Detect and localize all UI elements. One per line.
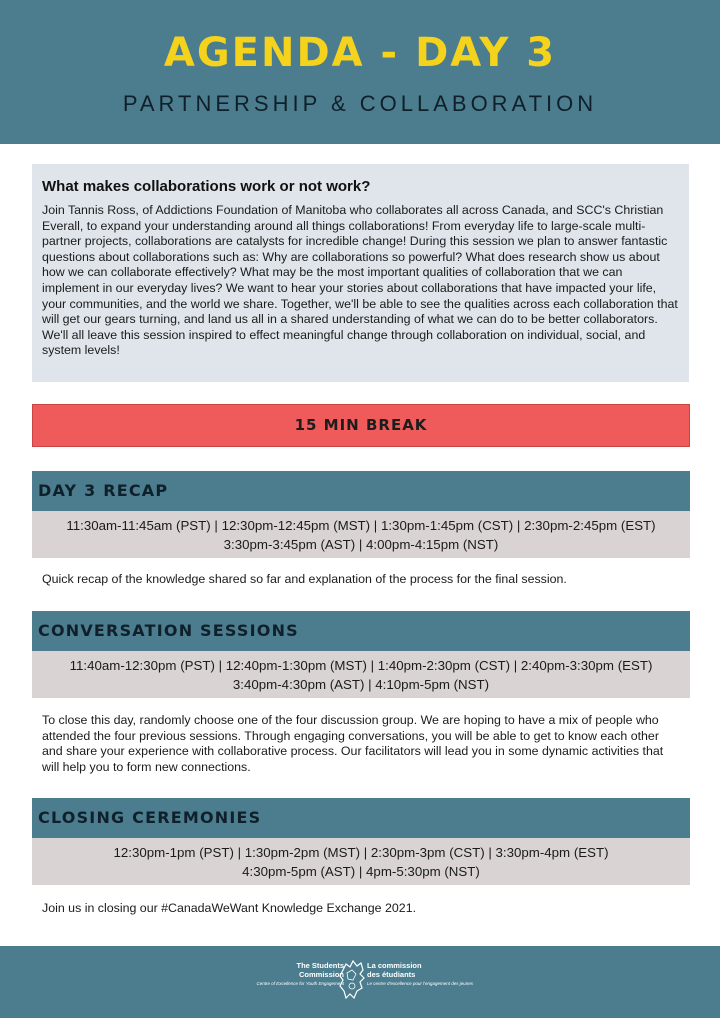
time-line: 4:30pm-5pm (AST) | 4pm-5:30pm (NST) [242,864,480,879]
section-description-closing: Join us in closing our #CanadaWeWant Knowledge Exchange 2021. [42,901,417,915]
section-times-closing [32,838,690,885]
section-times-recap [32,511,690,558]
intro-body: Join Tannis Ross, of Addictions Foundation of Manitoba who collaborates all across Canada, and SCC's Christian Everall, to expand your understanding around all things collaborations! From everyday life to large-scale multi-partner projects, collaborations are catalysts for incredible change! During this session we plan to answer fantastic questions about collaborations such as: Why are collaborations so powerful? What does research show us about how we can collaborate effectively? What may be the most important qualities of collaboration that we can implement in our everyday lives? We want to hear your stories about collaborations that have impacted your life, your communities, and the world we share. Together, we'll be able to see the qualities across each collaboration that will get our gears turning, and land us all in a shared understanding of what we can do to be better collaborators. We'll all leave this session inspired to effect meaningful change through collaboration on individual, social, and system levels! [42,203,678,358]
section-times-conversation [32,651,690,698]
time-line: 3:40pm-4:30pm (AST) | 4:10pm-5pm (NST) [232,677,490,692]
logo-text-french: La commission des étudiants Le centre d'excellence pour l'engagement des jeunes [367,961,474,986]
break-banner: 15 MIN BREAK [32,404,690,447]
time-line: 3:30pm-3:45pm (AST) | 4:00pm-4:15pm (NST) [223,537,499,552]
intro-heading: What makes collaborations work or not work? [42,178,371,195]
section-heading-closing: CLOSING CEREMONIES [32,798,690,838]
page-title: AGENDA - DAY 3 [163,30,557,76]
intro-box [32,164,689,382]
logo-text-english: The Students Commission Centre of Excellence for Youth Engagement [256,961,344,986]
time-line: 11:40am-12:30pm (PST) | 12:40pm-1:30pm (MST) | 1:40pm-2:30pm (CST) | 2:40pm-3:30pm (EST) [69,658,653,673]
section-description-conversation: To close this day, randomly choose one of the four discussion group. We are hoping to have a mix of people who attended the four previous sessions. Through engaging conversations, you will be able to get to know each other and share your experience with collaborative process. Our facilitators will lead you in some dynamic activities that will help you to form new connections. [42,713,664,774]
section-heading-conversation: CONVERSATION SESSIONS [32,611,690,651]
time-line: 12:30pm-1pm (PST) | 1:30pm-2pm (MST) | 2:30pm-3pm (CST) | 3:30pm-4pm (EST) [113,845,609,860]
time-line: 11:30am-11:45am (PST) | 12:30pm-12:45pm (MST) | 1:30pm-1:45pm (CST) | 2:30pm-2:45pm (EST) [66,518,656,533]
section-description-recap: Quick recap of the knowledge shared so far and explanation of the process for the final session. [42,572,567,586]
section-heading-recap: DAY 3 RECAP [32,471,690,511]
page-header [0,0,720,144]
students-commission-logo [256,958,474,1006]
page-subtitle: PARTNERSHIP & COLLABORATION [122,91,598,116]
canada-map-icon [338,958,366,1004]
